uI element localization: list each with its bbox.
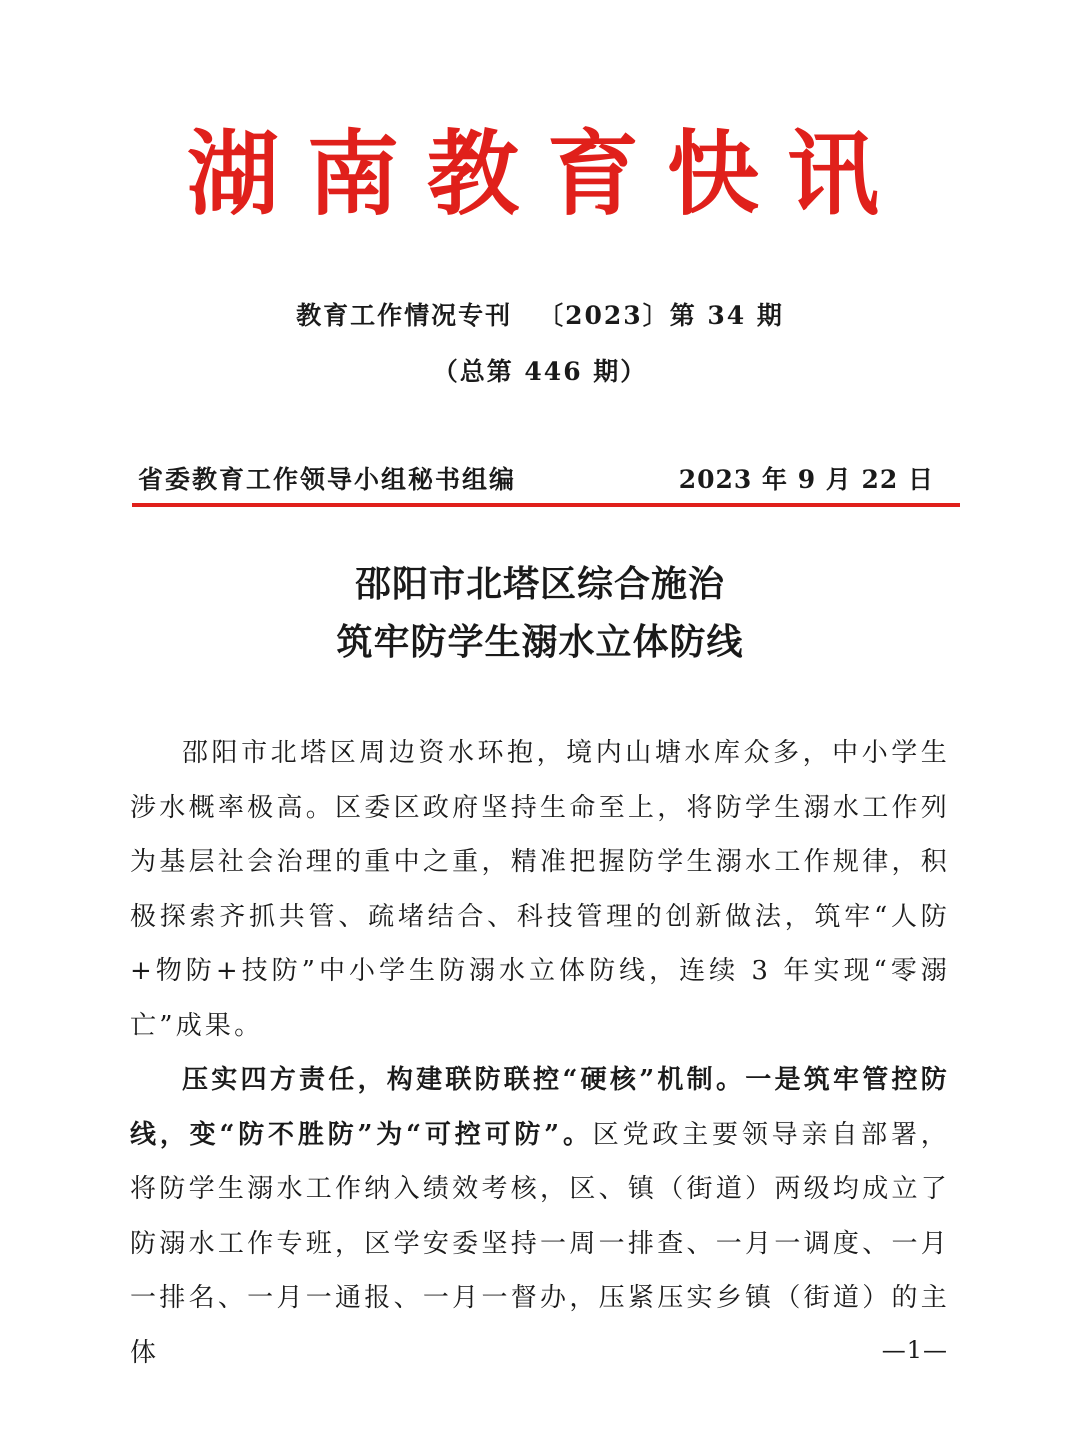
publish-date: 2023 年 9 月 22 日 (678, 465, 934, 494)
page-number: —1— (881, 1336, 948, 1364)
paragraph-2-text: 区党政主要领导亲自部署，将防学生溺水工作纳入绩效考核，区、镇（街道）两级均成立了防溺水工作专班，区学安委坚持一周一排查、一月一调度、一月一排名、一月一通报、一月一督办，压紧压实乡镇（街道）的主体 (130, 1119, 950, 1368)
article-title-line2: 筑牢防学生溺水立体防线 (336, 622, 744, 663)
article-title-line1: 邵阳市北塔区综合施治 (354, 564, 725, 605)
header-divider (132, 503, 960, 507)
issue-series: 教育工作情况专刊 (296, 301, 513, 330)
paragraph-2 (130, 1053, 950, 1380)
issue-total: （总第 446 期） (432, 357, 648, 386)
issue-line (0, 296, 1080, 336)
paragraph-1: 邵阳市北塔区周边资水环抱，境内山塘水库众多，中小学生涉水概率极高。区委区政府坚持生命至上，将防学生溺水工作列为基层社会治理的重中之重，精准把握防学生溺水工作规律，积极探索齐抓共管、疏堵结合、科技管理的创新做法，筑牢“人防+物防+技防”中小学生防溺水立体防线，连续 3 年实现“零溺亡”成果。 (130, 738, 950, 1041)
editor-line: 省委教育工作领导小组秘书组编 (138, 465, 517, 494)
paragraph-2-heading: 压实四方责任，构建联防联控“硬核”机制。一是筑牢管控防线，变“防不胜防”为“可控可防”。 (130, 1065, 950, 1150)
article-body (130, 726, 950, 1380)
article-title (0, 556, 1080, 672)
masthead-title: 湖南教育快讯 (186, 121, 907, 228)
issue-number: 〔2023〕第 34 期 (538, 301, 784, 330)
